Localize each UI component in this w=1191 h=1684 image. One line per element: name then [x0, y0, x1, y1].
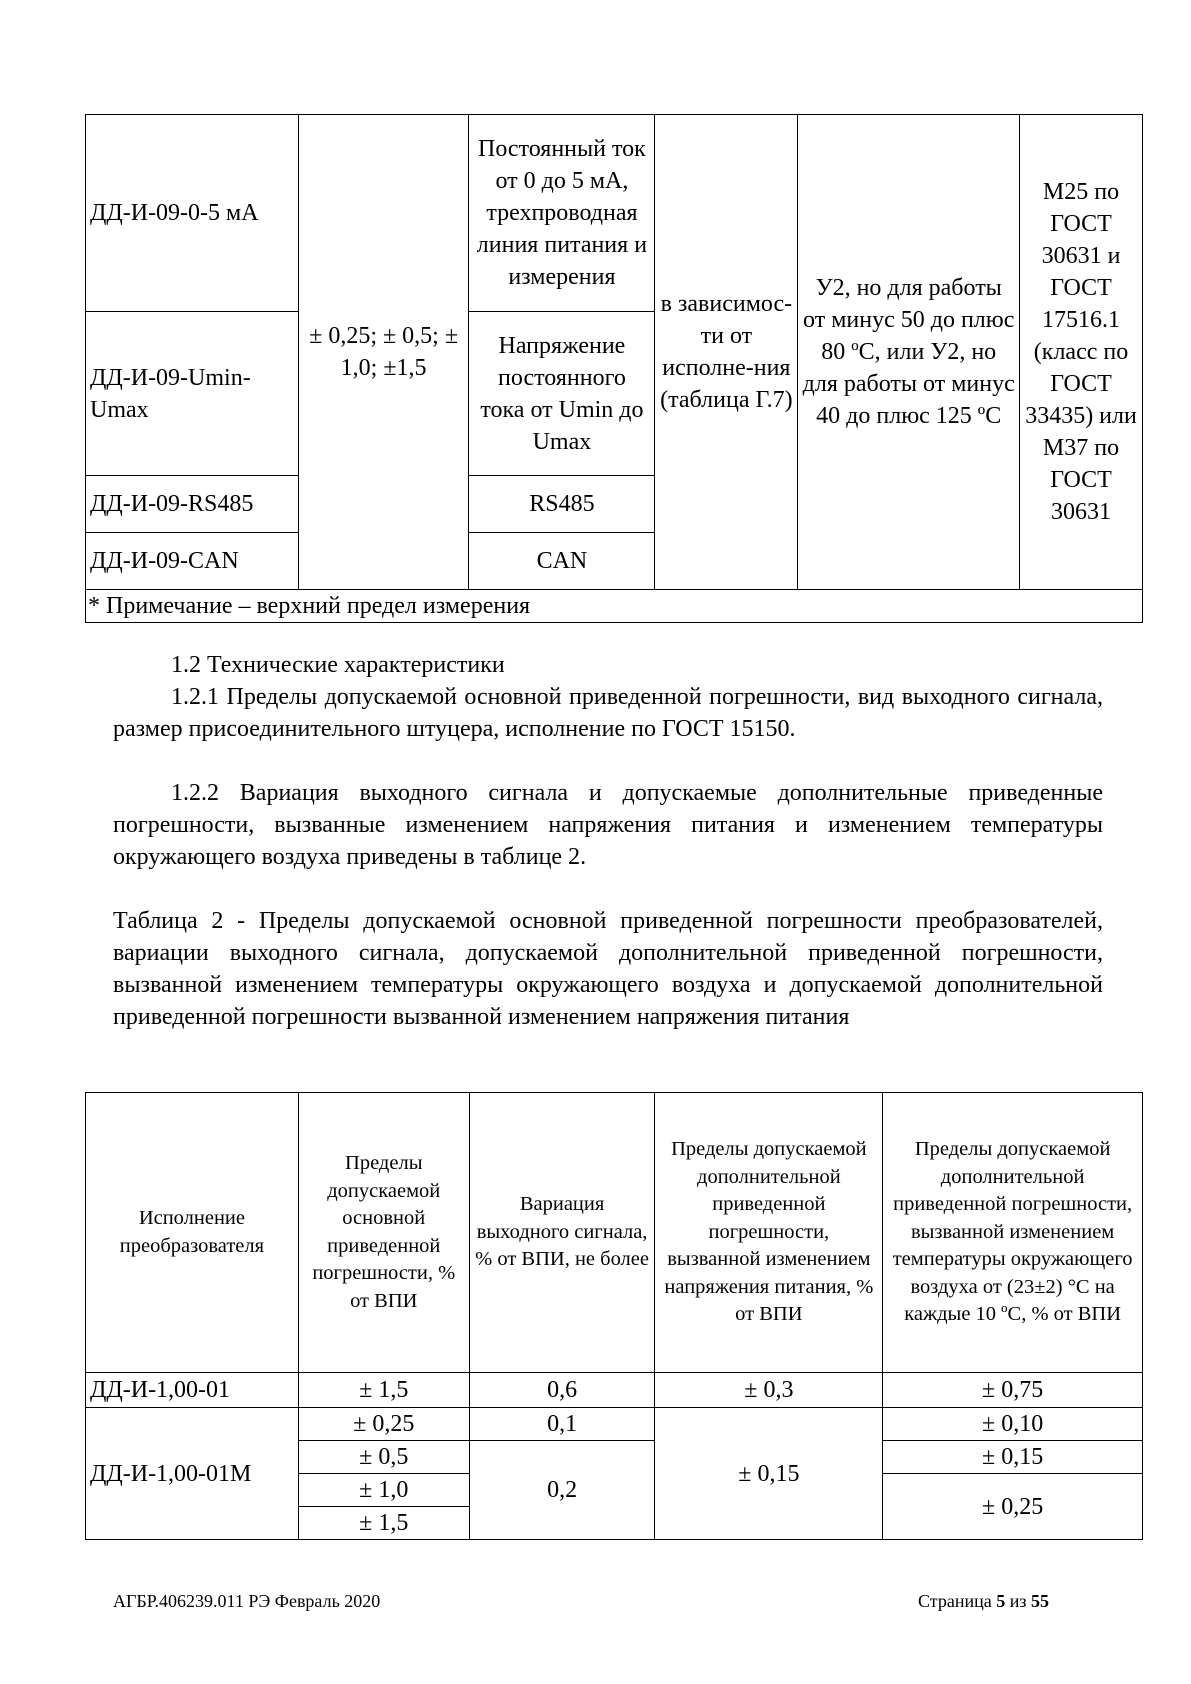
table2-header: Пределы допускаемой основной приведенной погрешности, % от ВПИ: [298, 1093, 469, 1373]
table2-variation-cell: 0,6: [469, 1373, 655, 1408]
table2-model-cell: ДД-И-1,00-01: [86, 1373, 299, 1408]
table1-climate-cell: У2, но для работы от минус 50 до плюс 80 ºС, или У2, но для работы от минус 40 до плюс 125 ºС: [798, 115, 1020, 590]
table1-model-cell: ДД-И-09-Umin-Umax: [86, 312, 299, 476]
table-2: [85, 1092, 1143, 1540]
table2-voltage-cell: ± 0,3: [655, 1373, 883, 1408]
table2-accuracy-cell: ± 0,5: [298, 1441, 469, 1474]
table2-model-cell: ДД-И-1,00-01М: [86, 1408, 299, 1540]
table2-header: Пределы допускаемой дополнительной приведенной погрешности, вызванной изменением температуры окружающего воздуха от (23±2) °С на каждые 10 ºС, % от ВПИ: [883, 1093, 1143, 1373]
table2-temperature-cell: ± 0,10: [883, 1408, 1143, 1441]
table1-signal-cell: Постоянный ток от 0 до 5 мА, трехпроводная линия питания и измерения: [469, 115, 655, 312]
table2-voltage-cell: ± 0,15: [655, 1408, 883, 1540]
table2-temperature-cell: ± 0,15: [883, 1441, 1143, 1474]
table2-header: Исполнение преобразователя: [86, 1093, 299, 1373]
table1-model-cell: ДД-И-09-CAN: [86, 533, 299, 590]
table2-accuracy-cell: ± 1,0: [298, 1474, 469, 1507]
table2-variation-cell: 0,2: [469, 1441, 655, 1540]
table-2-caption: Таблица 2 - Пределы допускаемой основной приведенной погрешности преобразователей, вариации выходного сигнала, допускаемой дополнительной приведенной погрешности, вызванной изменением температуры окружающего воздуха и допускаемой дополнительной приведенной погрешности вызванной изменением напряжения питания: [113, 908, 1103, 1030]
footer-page-number: [918, 1591, 1049, 1612]
table1-accuracy-cell: ± 0,25; ± 0,5; ± 1,0; ±1,5: [298, 115, 469, 590]
table1-range-cell: в зависимос-ти от исполне-ния (таблица Г.7): [655, 115, 798, 590]
table2-header: Пределы допускаемой дополнительной приведенной погрешности, вызванной изменением напряжения питания, % от ВПИ: [655, 1093, 883, 1373]
footer-page-total: 55: [1030, 1591, 1049, 1611]
table1-model-cell: ДД-И-09-RS485: [86, 476, 299, 533]
table2-accuracy-cell: ± 1,5: [298, 1507, 469, 1540]
table1-signal-cell: RS485: [469, 476, 655, 533]
footer-page-label: Страница: [918, 1591, 992, 1611]
footer-of-label: из: [1009, 1591, 1027, 1611]
paragraph-1-2-1-text: 1.2.1 Пределы допускаемой основной приведенной погрешности, вид выходного сигнала, размер присоединительного штуцера, исполнение по ГОСТ 15150.: [113, 684, 1103, 742]
table1-thread-cell: М25 по ГОСТ 30631 и ГОСТ 17516.1 (класс по ГОСТ 33435) или М37 по ГОСТ 30631: [1020, 115, 1143, 590]
footer-doc-id: АГБР.406239.011 РЭ Февраль 2020: [113, 1591, 381, 1611]
table2-temperature-cell: ± 0,25: [883, 1474, 1143, 1540]
table1-signal-cell: Напряжение постоянного тока от Umin до Umax: [469, 312, 655, 476]
paragraph-1-2-2: [113, 777, 1103, 873]
table1-note: * Примечание – верхний предел измерения: [86, 590, 1143, 623]
section-heading: 1.2 Технические характеристики: [171, 652, 505, 678]
table-1: [85, 114, 1143, 623]
paragraph-1-2-1: [113, 681, 1103, 745]
table2-temperature-cell: ± 0,75: [883, 1373, 1143, 1408]
paragraph-1-2-2-text: 1.2.2 Вариация выходного сигнала и допускаемые дополнительные приведенные погрешности, вызванные изменением напряжения питания и изменением температуры окружающего воздуха приведены в таблице 2.: [113, 780, 1103, 870]
table1-signal-cell: CAN: [469, 533, 655, 590]
table1-model-cell: ДД-И-09-0-5 мА: [86, 115, 299, 312]
table2-variation-cell: 0,1: [469, 1408, 655, 1441]
footer-page-current: 5: [996, 1591, 1006, 1611]
table2-accuracy-cell: ± 1,5: [298, 1373, 469, 1408]
table2-accuracy-cell: ± 0,25: [298, 1408, 469, 1441]
table2-header: Вариация выходного сигнала, % от ВПИ, не более: [469, 1093, 655, 1373]
